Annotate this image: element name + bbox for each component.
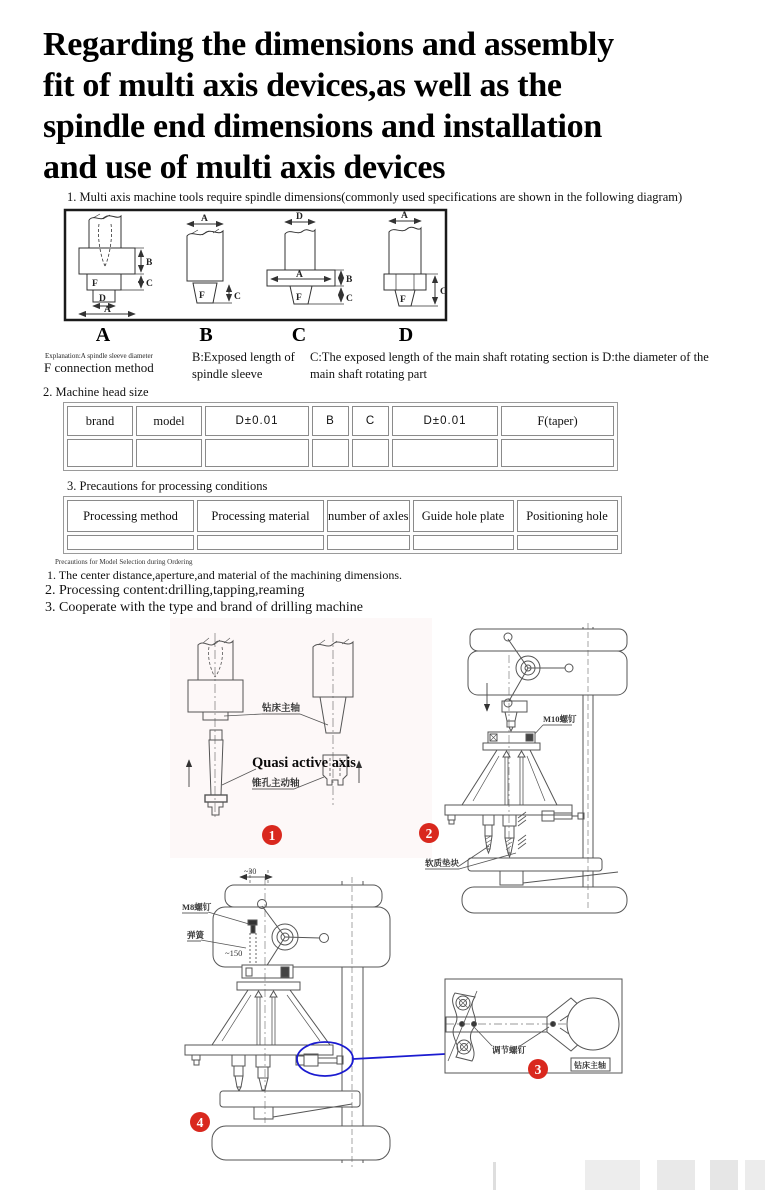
svg-text:A: A: [296, 270, 303, 280]
table2-header-row: [67, 500, 618, 532]
fig1-label-quasi-active-axis: Quasi active axis: [252, 755, 356, 771]
fig4-badge: [190, 1112, 210, 1132]
fig2-badge: [419, 823, 439, 843]
fig4-label-dim-150: ~150: [225, 948, 243, 958]
table1-header-row: [67, 406, 614, 436]
fig1-badge-number: 1: [268, 828, 276, 843]
svg-text:A: A: [104, 305, 111, 315]
svg-text:C: C: [346, 294, 353, 304]
svg-text:F: F: [199, 291, 205, 301]
explanation-b-note: B:Exposed length of spindle sleeve: [192, 350, 295, 381]
table2-header-method: Processing method: [67, 500, 194, 532]
explanation-cd-note: C:The exposed length of the main shaft rotating section is D:the diameter of the main shaft rotating part: [310, 350, 709, 381]
fig3-badge: [528, 1059, 548, 1079]
intro-text: 1. Multi axis machine tools require spindle dimensions(commonly used specifications are shown in the following diagram): [67, 190, 683, 204]
table1-header-d1: D±0.01: [205, 406, 309, 436]
drawing-b-dim-labels: [199, 214, 241, 302]
fig3-label-drill-spindle: 钻床主轴: [574, 1061, 606, 1070]
section-machine-head-size: 2. Machine head size: [43, 385, 149, 399]
table1-cell-empty: [67, 439, 133, 467]
table2-cell-empty: [197, 535, 324, 550]
notes-heading: Precautions for Model Selection during Ordering: [55, 558, 193, 566]
machine-head-size-table: [63, 402, 618, 471]
svg-text:B: B: [146, 258, 153, 268]
explanation-a-note: Explanation:A spindle sleeve diameter: [45, 352, 153, 360]
variant-label-b: B: [199, 324, 213, 346]
table2-header-positioning: Positioning hole: [517, 500, 618, 532]
fig2-label-m10-screw: M10螺钉: [543, 714, 577, 724]
spindle-drawing-c: [267, 222, 344, 304]
figures-illustration-panel: [0, 615, 765, 1190]
detail-connector-line: [353, 1054, 445, 1059]
table1-cell-empty: [392, 439, 498, 467]
spindle-drawing-d: [384, 221, 438, 306]
table1-header-c: C: [352, 406, 389, 436]
table1-cell-empty: [136, 439, 202, 467]
bottom-edge-artifact: [493, 1160, 765, 1190]
table1-empty-row: [67, 439, 614, 467]
fig4-label-dim-30: ~30: [244, 867, 257, 876]
spindle-drawing-b: [187, 224, 232, 303]
variant-label-d: D: [398, 324, 414, 346]
explanation-f-note: F connection method: [44, 360, 154, 375]
fig4-label-spring: 弹簧: [187, 930, 205, 940]
fig2-label-soft-pad: 软质垫块: [425, 858, 460, 868]
svg-text:C: C: [234, 292, 241, 302]
fig2-badge-number: 2: [425, 826, 433, 841]
table2-cell-empty: [67, 535, 194, 550]
table2-header-material: Processing material: [197, 500, 324, 532]
variant-label-c: C: [291, 324, 307, 346]
fig1-background: [170, 618, 432, 858]
fig4-badge-number: 4: [196, 1115, 204, 1130]
table2-empty-row: [67, 535, 618, 550]
svg-text:F: F: [400, 295, 406, 305]
table1-cell-empty: [205, 439, 309, 467]
svg-text:C: C: [440, 287, 447, 297]
fig4-drill-press-drawing: [182, 870, 390, 1167]
variant-label-a: A: [95, 324, 111, 346]
table1-header-f-taper: F(taper): [501, 406, 614, 436]
table2-cell-empty: [517, 535, 618, 550]
title-line-1: Regarding the dimensions and assembly: [43, 26, 614, 63]
fig3-top-view-drawing: [445, 979, 622, 1073]
table2-header-guide: Guide hole plate: [413, 500, 514, 532]
svg-text:A: A: [201, 214, 208, 224]
svg-text:B: B: [346, 275, 353, 285]
fig2-drill-press-drawing: [425, 623, 627, 913]
spindle-drawing-a: [79, 214, 144, 314]
fig3-label-adjust-screw: 调节螺钉: [492, 1045, 527, 1055]
processing-conditions-table: [63, 496, 622, 554]
note-item-1: 1. The center distance,aperture,and material of the machining dimensions.: [47, 568, 402, 582]
table1-cell-empty: [501, 439, 614, 467]
table1-cell-empty: [312, 439, 349, 467]
variant-letter-row: [96, 324, 413, 346]
fig1-label-taper-hole-axis: 锥孔主动轴: [252, 779, 300, 789]
drawing-d-dim-labels: [400, 211, 447, 305]
table1-header-b: B: [312, 406, 349, 436]
fig1-badge: [262, 825, 282, 845]
drawing-c-dim-labels: [296, 212, 353, 304]
table2-header-axles: number of axles: [327, 500, 410, 532]
svg-text:F: F: [296, 293, 302, 303]
table2-cell-empty: [413, 535, 514, 550]
section-precautions: 3. Precautions for processing conditions: [67, 479, 268, 493]
note-item-3: 3. Cooperate with the type and brand of drilling machine: [45, 600, 364, 615]
note-item-2: 2. Processing content:drilling,tapping,reaming: [45, 583, 305, 598]
svg-text:A: A: [401, 211, 408, 221]
spindle-dimension-diagram: [63, 208, 448, 350]
fig4-label-m8-screw: M8螺钉: [182, 902, 212, 912]
fig1-label-drill-spindle: 钻床主轴: [262, 704, 301, 714]
svg-text:C: C: [146, 279, 153, 289]
page-title: [43, 24, 733, 188]
title-line-4: and use of multi axis devices: [43, 149, 446, 186]
svg-text:F: F: [92, 279, 98, 289]
svg-text:D: D: [99, 294, 106, 304]
table1-header-d2: D±0.01: [392, 406, 498, 436]
title-line-2: fit of multi axis devices,as well as the: [43, 67, 562, 104]
title-line-3: spindle end dimensions and installation: [43, 108, 602, 145]
table2-cell-empty: [327, 535, 410, 550]
table1-cell-empty: [352, 439, 389, 467]
table1-header-brand: brand: [67, 406, 133, 436]
table1-header-model: model: [136, 406, 202, 436]
svg-text:D: D: [296, 212, 303, 222]
fig3-badge-number: 3: [534, 1062, 542, 1077]
